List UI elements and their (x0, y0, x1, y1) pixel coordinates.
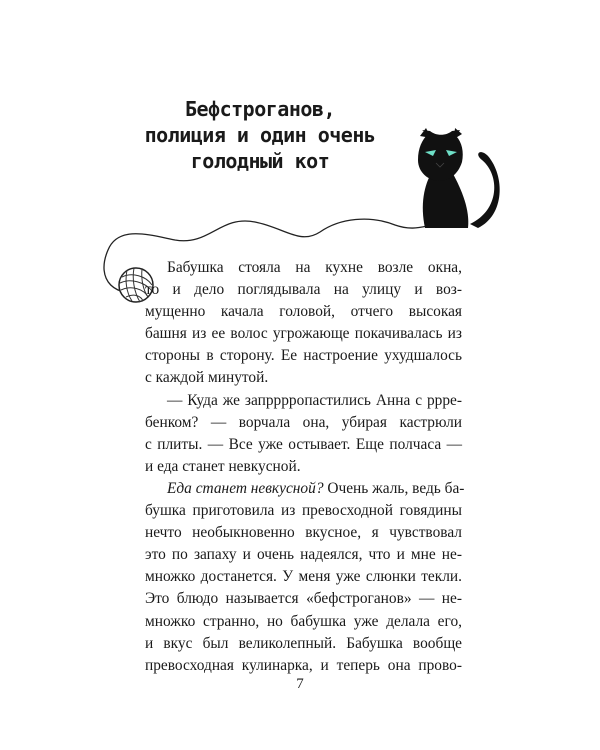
page-number: 7 (296, 676, 304, 692)
body-line-text: стороны в сторону. Ее настроение ухудшалось (145, 347, 462, 365)
body-line-text: множко достанется. У меня уже слюнки текли. (145, 568, 462, 586)
body-line-text: это по запаху и очень надеялся, что и мне не- (145, 546, 462, 564)
body-line-text: превосходная кулинарка, и теперь она прово- (145, 656, 462, 674)
body-line-text: башня из ее волос угрожающе покачивалась из (145, 325, 462, 343)
body-line (145, 390, 462, 412)
body-line (145, 566, 462, 588)
body-line (145, 456, 462, 478)
body-line (145, 588, 462, 610)
body-line-text: — Куда же запрррропастились Анна с ррре- (167, 391, 462, 409)
body-line-text: бенком? — ворчала она, убирая кастрюли (145, 413, 462, 431)
body-line-text: и еда станет невкусной. (145, 457, 301, 475)
body-line-text: и вкус был великолепный. Бабушка вообще (145, 634, 462, 652)
body-line-text: то и дело поглядывала на улицу и воз- (145, 281, 462, 299)
body-line-text: Очень жаль, ведь ба- (323, 479, 465, 497)
body-line-text: с плиты. — Все уже остывает. Еще полчаса — (145, 435, 462, 453)
body-line-text: множко странно, но бабушка уже делала его, (145, 612, 462, 630)
chapter-title-line: Бефстроганов, (184, 97, 336, 121)
body-line-text: Бабушка стояла на кухне возле окна, (167, 259, 462, 276)
body-line (145, 655, 462, 677)
body-text (145, 257, 465, 677)
body-line-text: Это блюдо называется «бефстроганов» — не- (145, 590, 462, 608)
body-line (145, 257, 462, 279)
body-line (145, 500, 462, 522)
body-line (145, 478, 465, 500)
body-line (145, 544, 462, 566)
body-line (145, 367, 462, 389)
body-line (145, 323, 462, 345)
body-line (145, 412, 462, 434)
chapter-title-line: полиция и один очень (144, 123, 376, 147)
body-line (145, 633, 462, 655)
body-line (145, 301, 462, 323)
body-line-italic: Еда станет невкусной? (167, 479, 324, 497)
chapter-title-line: голодный кот (190, 149, 330, 173)
body-line (145, 345, 462, 367)
body-line (145, 611, 462, 633)
body-line-text: нечто необыкновенно вкусное, я чувствовал (145, 524, 462, 542)
body-line (145, 434, 462, 456)
body-line (145, 522, 462, 544)
body-line (145, 279, 462, 301)
body-line-text: мущенно качала головой, отчего высокая (145, 303, 462, 321)
body-line-text: с каждой минутой. (145, 369, 269, 387)
black-cat-icon (418, 128, 500, 228)
body-line-text: бушка приготовила из превосходной говядины (145, 502, 462, 520)
